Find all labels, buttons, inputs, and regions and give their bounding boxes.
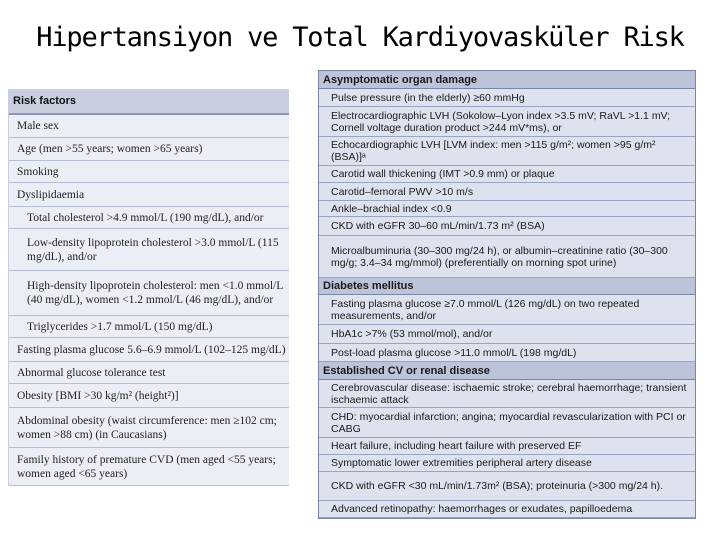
established-disease-row (319, 501, 695, 518)
slide-title: Hipertansiyon ve Total Kardiyovasküler Risk (36, 22, 684, 53)
established-disease-text: CHD: myocardial infarction; angina; myocardial revascularization with PCI or CABG (331, 410, 686, 435)
hmod-table (318, 70, 696, 519)
organ-damage-row (319, 166, 695, 183)
established-disease-header: Established CV or renal disease (319, 362, 695, 380)
diabetes-row (319, 325, 695, 344)
organ-damage-text: Carotid wall thickening (IMT >0.9 mm) or plaque (331, 168, 555, 180)
established-disease-text: CKD with eGFR <30 mL/min/1.73m² (BSA); proteinuria (>300 mg/24 h). (331, 480, 664, 492)
organ-damage-row (319, 137, 695, 166)
risk-factor-row: Family history of premature CVD (men aged <55 years; women aged <65 years) (9, 448, 289, 486)
risk-factors-table (8, 89, 289, 486)
risk-factor-subrow: High-density lipoprotein cholesterol: men <1.0 mmol/L (40 mg/dL), women <1.2 mmol/L (46 mg/dL), and/or (9, 271, 289, 316)
diabetes-row (319, 295, 695, 325)
diabetes-header: Diabetes mellitus (319, 278, 695, 295)
risk-factor-row: Dyslipidaemia (9, 183, 289, 207)
diabetes-text: HbA1c >7% (53 mmol/mol), and/or (331, 328, 493, 340)
risk-factor-subrow: Triglycerides >1.7 mmol/L (150 mg/dL) (9, 316, 289, 338)
organ-damage-text: Microalbuminuria (30–300 mg/24 h), or albumin–creatinine ratio (30–300 mg/g; 3.4–34 mg/mmol) (preferentially on morning spot urine) (331, 244, 668, 269)
diabetes-text: Fasting plasma glucose ≥7.0 mmol/L (126 mg/dL) on two repeated measurements, and/or (331, 297, 640, 322)
organ-damage-text: Carotid–femoral PWV >10 m/s (331, 185, 474, 198)
risk-factors-header: Risk factors (9, 89, 289, 115)
established-disease-row (319, 438, 695, 455)
risk-factor-row: Obesity [BMI >30 kg/m² (height²)] (9, 384, 289, 408)
risk-factor-row: Abnormal glucose tolerance test (9, 362, 289, 384)
organ-damage-row (319, 183, 695, 201)
established-disease-row (319, 455, 695, 472)
organ-damage-header: Asymptomatic organ damage (319, 71, 695, 89)
established-disease-text: Heart failure, including heart failure with preserved EF (331, 440, 582, 452)
diabetes-text: Post-load plasma glucose >11.0 mmol/L (198 mg/dL) (331, 346, 577, 359)
established-disease-row (319, 408, 695, 438)
risk-factor-row: Male sex (9, 115, 289, 138)
risk-factor-row: Abdominal obesity (waist circumference: men ≥102 cm; women >88 cm) (in Caucasians) (9, 408, 289, 448)
risk-factor-row: Fasting plasma glucose 5.6–6.9 mmol/L (102–125 mg/dL) (9, 338, 289, 362)
established-disease-row (319, 472, 695, 501)
organ-damage-text: Electrocardiographic LVH (Sokolow–Lyon index >3.5 mV; RaVL >1.1 mV; Cornell voltage duration product >244 mV*ms), or (331, 109, 671, 134)
organ-damage-row (319, 107, 695, 137)
established-disease-text: Cerebrovascular disease: ischaemic stroke; cerebral haemorrhage; transient ischaemic attack (331, 381, 687, 406)
organ-damage-row (319, 217, 695, 236)
established-disease-row (319, 380, 695, 408)
organ-damage-row (319, 89, 695, 107)
organ-damage-text: CKD with eGFR 30–60 mL/min/1.73 m² (BSA) (331, 220, 545, 232)
risk-factor-row: Smoking (9, 161, 289, 183)
organ-damage-row (319, 236, 695, 278)
established-disease-text: Symptomatic lower extremities peripheral artery disease (331, 457, 592, 469)
risk-factor-subrow: Total cholesterol >4.9 mmol/L (190 mg/dL), and/or (9, 207, 289, 229)
risk-factor-row: Age (men >55 years; women >65 years) (9, 138, 289, 161)
risk-factor-subrow: Low-density lipoprotein cholesterol >3.0 mmol/L (115 mg/dL), and/or (9, 229, 289, 271)
diabetes-row (319, 344, 695, 362)
organ-damage-text: Echocardiographic LVH [LVM index: men >115 g/m²; women >95 g/m² (BSA)]ᵃ (331, 139, 656, 163)
organ-damage-text: Ankle–brachial index <0.9 (331, 202, 452, 215)
organ-damage-row (319, 201, 695, 217)
organ-damage-text: Pulse pressure (in the elderly) ≥60 mmHg (331, 91, 525, 104)
established-disease-text: Advanced retinopathy: haemorrhages or exudates, papilloedema (331, 503, 633, 515)
